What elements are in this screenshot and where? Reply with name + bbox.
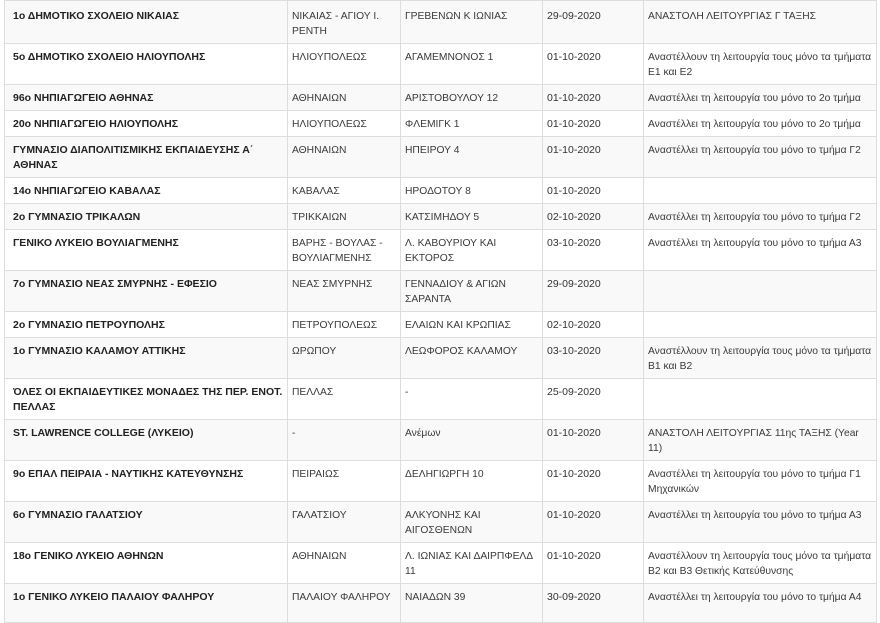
table-row xyxy=(5,584,877,623)
municipality: ΝΕΑΣ ΣΜΥΡΝΗΣ xyxy=(288,271,401,312)
municipality: ΓΑΛΑΤΣΙΟΥ xyxy=(288,502,401,543)
table-row xyxy=(5,502,877,543)
closure-note: Αναστέλλει τη λειτουργία του μόνο το τμήμα Γ2 xyxy=(644,137,877,178)
closure-note xyxy=(644,312,877,338)
closure-note: Αναστέλλει τη λειτουργία του μόνο το τμήμα Α4 xyxy=(644,584,877,623)
address: ΑΛΚΥΟΝΗΣ ΚΑΙ ΑΙΓΟΣΘΕΝΩΝ xyxy=(401,502,543,543)
table-row xyxy=(5,204,877,230)
closure-date: 01-10-2020 xyxy=(543,137,644,178)
municipality: ΑΘΗΝΑΙΩΝ xyxy=(288,85,401,111)
closure-date: 03-10-2020 xyxy=(543,230,644,271)
address: - xyxy=(401,379,543,420)
municipality: ΝΙΚΑΙΑΣ - ΑΓΙΟΥ Ι. ΡΕΝΤΗ xyxy=(288,1,401,44)
municipality: ΑΘΗΝΑΙΩΝ xyxy=(288,543,401,584)
table-row xyxy=(5,1,877,44)
school-name: 2ο ΓΥΜΝΑΣΙΟ ΠΕΤΡΟΥΠΟΛΗΣ xyxy=(5,312,288,338)
closure-date: 01-10-2020 xyxy=(543,461,644,502)
municipality: - xyxy=(288,420,401,461)
closure-note: Αναστέλλει τη λειτουργία του μόνο το τμήμα Γ1 Μηχανικών xyxy=(644,461,877,502)
table-row xyxy=(5,543,877,584)
address: ΑΓΑΜΕΜΝΟΝΟΣ 1 xyxy=(401,44,543,85)
closure-note: Αναστέλλει τη λειτουργία του μόνο το 2ο τμήμα xyxy=(644,85,877,111)
closure-note xyxy=(644,379,877,420)
closure-date: 01-10-2020 xyxy=(543,178,644,204)
closure-date: 01-10-2020 xyxy=(543,543,644,584)
school-name: ST. LAWRENCE COLLEGE (ΛΥΚΕΙΟ) xyxy=(5,420,288,461)
school-name: 5ο ΔΗΜΟΤΙΚΟ ΣΧΟΛΕΙΟ ΗΛΙΟΥΠΟΛΗΣ xyxy=(5,44,288,85)
municipality: ΑΘΗΝΑΙΩΝ xyxy=(288,137,401,178)
school-name: ΌΛΕΣ ΟΙ ΕΚΠΑΙΔΕΥΤΙΚΕΣ ΜΟΝΑΔΕΣ ΤΗΣ ΠΕΡ. ΕΝΟΤ. ΠΕΛΛΑΣ xyxy=(5,379,288,420)
table-body xyxy=(5,1,877,623)
closure-date: 29-09-2020 xyxy=(543,1,644,44)
closure-note: Αναστέλλει τη λειτουργία του μόνο το τμήμα Α3 xyxy=(644,502,877,543)
table-row xyxy=(5,420,877,461)
table-row xyxy=(5,111,877,137)
closure-note: Αναστέλλουν τη λειτουργία τους μόνο τα τμήματα Ε1 και Ε2 xyxy=(644,44,877,85)
address: Λ. ΚΑΒΟΥΡΙΟΥ ΚΑΙ ΕΚΤΟΡΟΣ xyxy=(401,230,543,271)
table-row xyxy=(5,338,877,379)
table-row xyxy=(5,461,877,502)
address: ΛΕΩΦΟΡΟΣ ΚΑΛΑΜΟΥ xyxy=(401,338,543,379)
address: ΕΛΑΙΩΝ ΚΑΙ ΚΡΩΠΙΑΣ xyxy=(401,312,543,338)
closure-date: 01-10-2020 xyxy=(543,502,644,543)
closure-date: 25-09-2020 xyxy=(543,379,644,420)
closure-note: Αναστέλλουν τη λειτουργία τους μόνο τα τμήματα Β1 και Β2 xyxy=(644,338,877,379)
municipality: ΩΡΩΠΟΥ xyxy=(288,338,401,379)
school-name: ΓΕΝΙΚΟ ΛΥΚΕΙΟ ΒΟΥΛΙΑΓΜΕΝΗΣ xyxy=(5,230,288,271)
address: ΓΕΝΝΑΔΙΟΥ & ΑΓΙΩΝ ΣΑΡΑΝΤΑ xyxy=(401,271,543,312)
school-name: 20ο ΝΗΠΙΑΓΩΓΕΙΟ ΗΛΙΟΥΠΟΛΗΣ xyxy=(5,111,288,137)
address: ΝΑΙΑΔΩΝ 39 xyxy=(401,584,543,623)
school-name: 6ο ΓΥΜΝΑΣΙΟ ΓΑΛΑΤΣΙΟΥ xyxy=(5,502,288,543)
closure-note: Αναστέλλει τη λειτουργία του μόνο το τμήμα Γ2 xyxy=(644,204,877,230)
municipality: ΤΡΙΚΚΑΙΩΝ xyxy=(288,204,401,230)
municipality: ΚΑΒΑΛΑΣ xyxy=(288,178,401,204)
municipality: ΠΕΤΡΟΥΠΟΛΕΩΣ xyxy=(288,312,401,338)
address: ΓΡΕΒΕΝΩΝ Κ ΙΩΝΙΑΣ xyxy=(401,1,543,44)
closure-note: Αναστέλλουν τη λειτουργία τους μόνο τα τμήματα Β2 και Β3 Θετικής Κατεύθυνσης xyxy=(644,543,877,584)
school-name: 7ο ΓΥΜΝΑΣΙΟ ΝΕΑΣ ΣΜΥΡΝΗΣ - ΕΦΕΣΙΟ xyxy=(5,271,288,312)
municipality: ΗΛΙΟΥΠΟΛΕΩΣ xyxy=(288,111,401,137)
address: ΦΛΕΜΙΓΚ 1 xyxy=(401,111,543,137)
school-closures-table xyxy=(4,0,877,623)
closure-note: ΑΝΑΣΤΟΛΗ ΛΕΙΤΟΥΡΓΙΑΣ 11ης ΤΑΞΗΣ (Year 11) xyxy=(644,420,877,461)
school-name: 1ο ΓΥΜΝΑΣΙΟ ΚΑΛΑΜΟΥ ΑΤΤΙΚΗΣ xyxy=(5,338,288,379)
table-row xyxy=(5,312,877,338)
table-row xyxy=(5,137,877,178)
address: ΑΡΙΣΤΟΒΟΥΛΟΥ 12 xyxy=(401,85,543,111)
closure-date: 03-10-2020 xyxy=(543,338,644,379)
closure-date: 01-10-2020 xyxy=(543,44,644,85)
table-row xyxy=(5,178,877,204)
closure-note: ΑΝΑΣΤΟΛΗ ΛΕΙΤΟΥΡΓΙΑΣ Γ ΤΑΞΗΣ xyxy=(644,1,877,44)
closure-note xyxy=(644,271,877,312)
school-name: 1ο ΔΗΜΟΤΙΚΟ ΣΧΟΛΕΙΟ ΝΙΚΑΙΑΣ xyxy=(5,1,288,44)
municipality: ΠΕΙΡΑΙΩΣ xyxy=(288,461,401,502)
address: ΗΠΕΙΡΟΥ 4 xyxy=(401,137,543,178)
address: ΔΕΛΗΓΙΩΡΓΗ 10 xyxy=(401,461,543,502)
school-name: 14ο ΝΗΠΙΑΓΩΓΕΙΟ ΚΑΒΑΛΑΣ xyxy=(5,178,288,204)
closure-date: 02-10-2020 xyxy=(543,312,644,338)
municipality: ΒΑΡΗΣ - ΒΟΥΛΑΣ - ΒΟΥΛΙΑΓΜΕΝΗΣ xyxy=(288,230,401,271)
school-name: 9ο ΕΠΑΛ ΠΕΙΡΑΙΑ - ΝΑΥΤΙΚΗΣ ΚΑΤΕΥΘΥΝΣΗΣ xyxy=(5,461,288,502)
address: Ανέμων xyxy=(401,420,543,461)
table-row xyxy=(5,379,877,420)
closure-date: 01-10-2020 xyxy=(543,111,644,137)
municipality: ΠΕΛΛΑΣ xyxy=(288,379,401,420)
school-name: 2ο ΓΥΜΝΑΣΙΟ ΤΡΙΚΑΛΩΝ xyxy=(5,204,288,230)
school-name: 96ο ΝΗΠΙΑΓΩΓΕΙΟ ΑΘΗΝΑΣ xyxy=(5,85,288,111)
closure-date: 01-10-2020 xyxy=(543,420,644,461)
table-row xyxy=(5,271,877,312)
municipality: ΠΑΛΑΙΟΥ ΦΑΛΗΡΟΥ xyxy=(288,584,401,623)
closure-note: Αναστέλλει τη λειτουργία του μόνο το τμήμα Α3 xyxy=(644,230,877,271)
table-row xyxy=(5,44,877,85)
municipality: ΗΛΙΟΥΠΟΛΕΩΣ xyxy=(288,44,401,85)
closure-note: Αναστέλλει τη λειτουργία του μόνο το 2ο τμήμα xyxy=(644,111,877,137)
address: ΚΑΤΣΙΜΗΔΟΥ 5 xyxy=(401,204,543,230)
closure-date: 02-10-2020 xyxy=(543,204,644,230)
school-closures-table-container xyxy=(4,0,876,623)
table-row xyxy=(5,230,877,271)
closure-date: 29-09-2020 xyxy=(543,271,644,312)
school-name: ΓΥΜΝΑΣΙΟ ΔΙΑΠΟΛΙΤΙΣΜΙΚΗΣ ΕΚΠΑΙΔΕΥΣΗΣ Α΄ ΑΘΗΝΑΣ xyxy=(5,137,288,178)
closure-date: 30-09-2020 xyxy=(543,584,644,623)
address: ΗΡΟΔΟΤΟΥ 8 xyxy=(401,178,543,204)
school-name: 18ο ΓΕΝΙΚΟ ΛΥΚΕΙΟ ΑΘΗΝΩΝ xyxy=(5,543,288,584)
closure-date: 01-10-2020 xyxy=(543,85,644,111)
table-row xyxy=(5,85,877,111)
school-name: 1ο ΓΕΝΙΚΟ ΛΥΚΕΙΟ ΠΑΛΑΙΟΥ ΦΑΛΗΡΟΥ xyxy=(5,584,288,623)
address: Λ. ΙΩΝΙΑΣ ΚΑΙ ΔΑΙΡΠΦΕΛΔ 11 xyxy=(401,543,543,584)
closure-note xyxy=(644,178,877,204)
